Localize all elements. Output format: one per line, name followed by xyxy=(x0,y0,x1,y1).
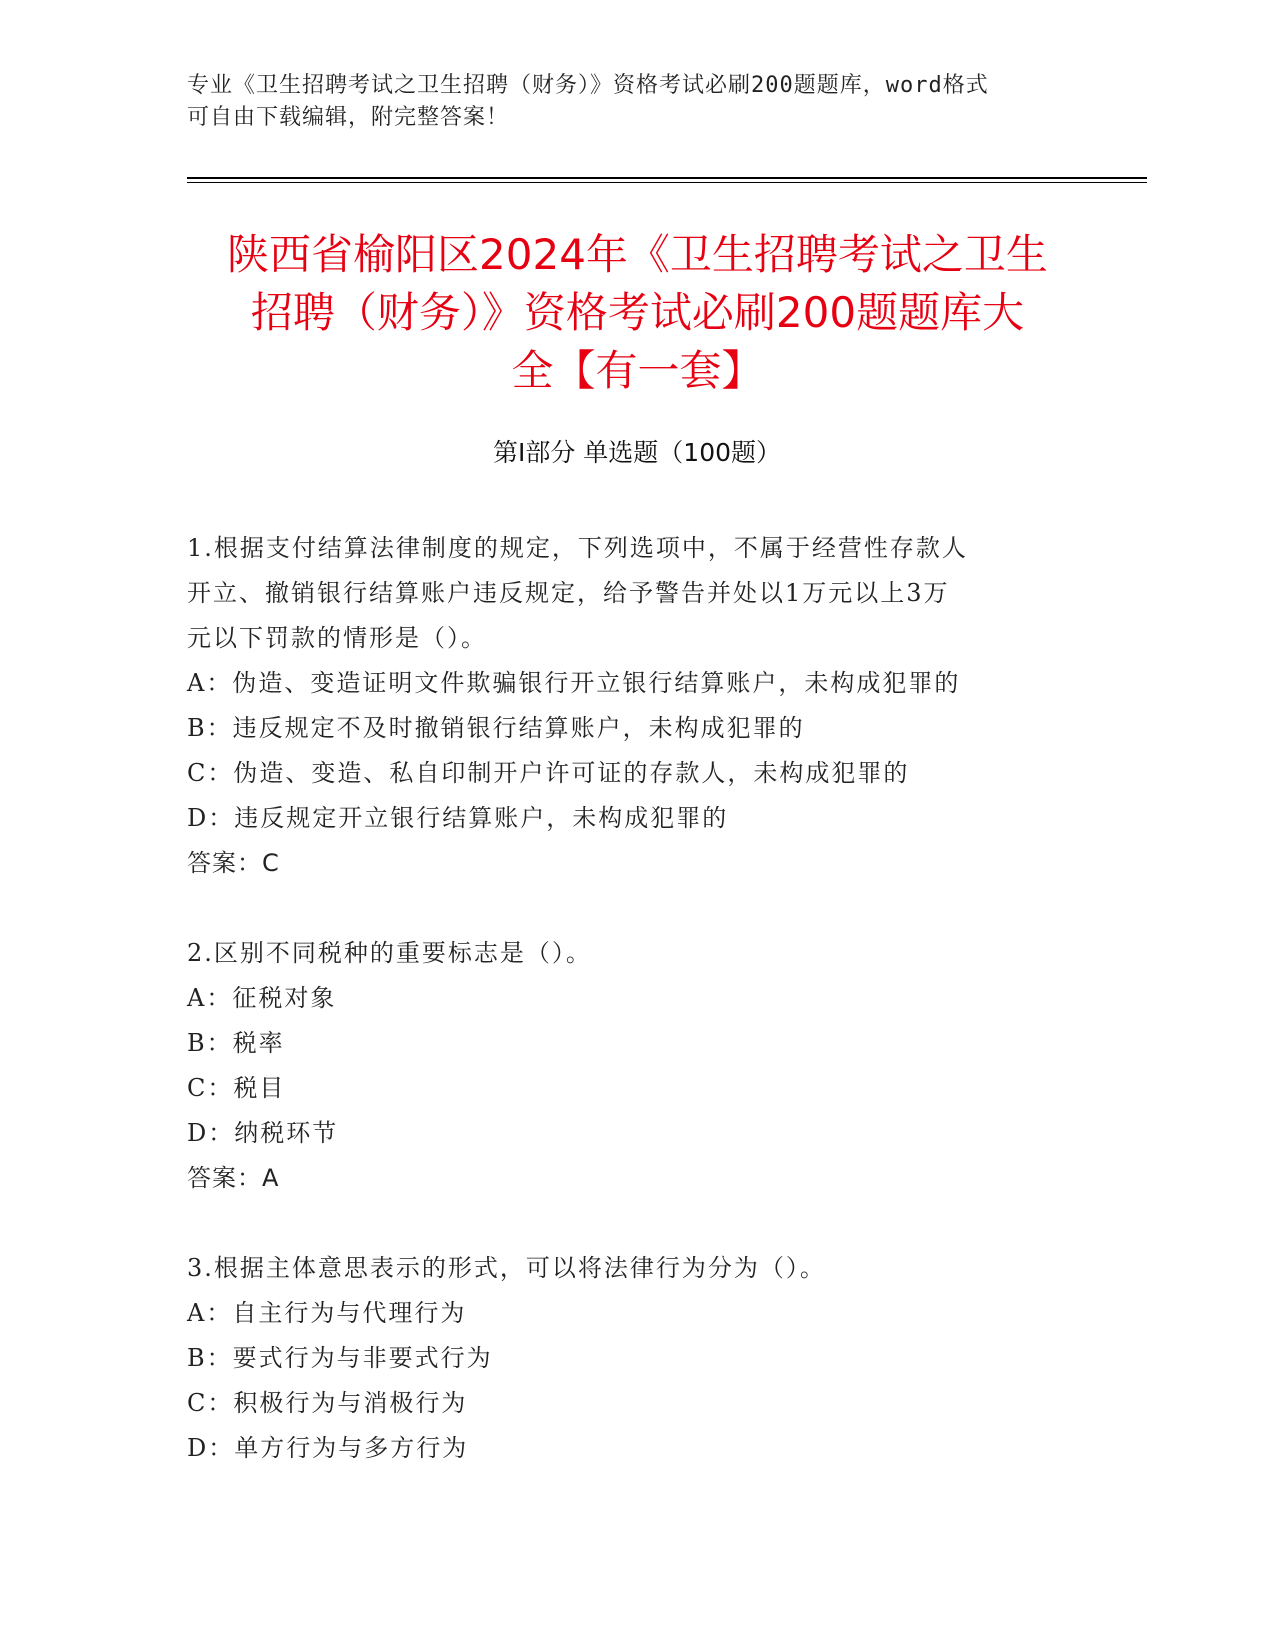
question-block xyxy=(187,931,1067,1201)
option-b: B：要式行为与非要式行为 xyxy=(187,1344,493,1372)
option-d: D：违反规定开立银行结算账户，未构成犯罪的 xyxy=(187,804,729,832)
option-a: A：伪造、变造证明文件欺骗银行开立银行结算账户，未构成犯罪的 xyxy=(187,669,961,697)
document-title xyxy=(150,226,1125,400)
question-stem: 2.区别不同税种的重要标志是（）。 xyxy=(187,939,592,967)
question-stem: 1.根据支付结算法律制度的规定，下列选项中，不属于经营性存款人 xyxy=(187,534,968,562)
answer-line: 答案：A xyxy=(187,1164,280,1192)
option-d: D：单方行为与多方行为 xyxy=(187,1434,469,1462)
header-note-line: 可自由下载编辑，附完整答案！ xyxy=(187,105,510,130)
option-b: B：税率 xyxy=(187,1029,285,1057)
header-divider-thin xyxy=(187,182,1147,183)
question-stem: 3.根据主体意思表示的形式，可以将法律行为分为（）。 xyxy=(187,1254,826,1282)
question-spacer xyxy=(187,886,1067,931)
header-divider-thick xyxy=(187,177,1147,179)
section-title: 第Ⅰ部分 单选题（100题） xyxy=(492,438,782,467)
header-note xyxy=(187,70,1067,134)
question-stem: 元以下罚款的情形是（）。 xyxy=(187,624,487,652)
option-a: A：征税对象 xyxy=(187,984,337,1012)
question-block xyxy=(187,526,1067,886)
question-block xyxy=(187,1246,1067,1471)
document-title-line: 全【有一套】 xyxy=(511,346,764,395)
question-list xyxy=(187,526,1067,1471)
document-title-line: 招聘（财务）》资格考试必刷200题题库大 xyxy=(250,288,1025,337)
option-c: C：税目 xyxy=(187,1074,286,1102)
answer-line: 答案：C xyxy=(187,849,280,877)
option-a: A：自主行为与代理行为 xyxy=(187,1299,467,1327)
question-spacer xyxy=(187,1201,1067,1246)
document-title-line: 陕西省榆阳区2024年《卫生招聘考试之卫生 xyxy=(227,230,1048,279)
option-b: B：违反规定不及时撤销银行结算账户，未构成犯罪的 xyxy=(187,714,805,742)
question-stem: 开立、撤销银行结算账户违反规定，给予警告并处以1万元以上3万 xyxy=(187,579,950,607)
option-d: D：纳税环节 xyxy=(187,1119,339,1147)
header-note-line: 专业《卫生招聘考试之卫生招聘（财务）》资格考试必刷200题题库，word格式 xyxy=(187,73,989,98)
option-c: C：积极行为与消极行为 xyxy=(187,1389,468,1417)
option-c: C：伪造、变造、私自印制开户许可证的存款人，未构成犯罪的 xyxy=(187,759,910,787)
